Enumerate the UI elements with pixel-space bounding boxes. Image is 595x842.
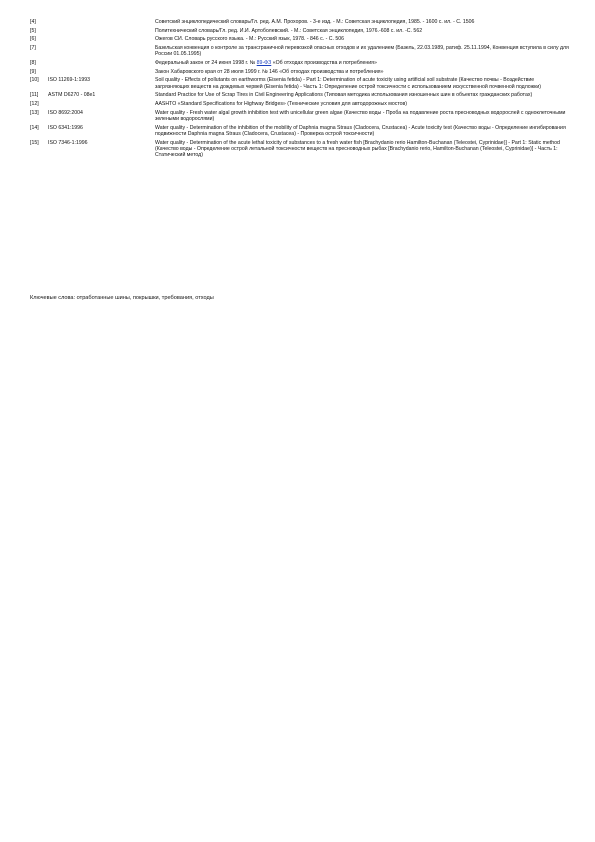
entry-text: Water quality - Determination of the inhibition of the mobility of Daphnia magna Straus (Cladocera, Crustacea) - Acute toxicity test (Качество воды - Определение ингибирования подвижности Daphnia magna Straus (Cladocera, Crustacea) - Проверка острой токсичности): [155, 124, 566, 138]
entry-number: [4]: [30, 19, 36, 25]
entry-number: [6]: [30, 36, 36, 43]
entry-document-designation: [48, 101, 155, 110]
entry-number: [5]: [30, 27, 36, 34]
entry-text: Базельская конвенция о контроле за трансграничной перевозкой опасных отходов и их удалением (Базель, 22.03.1989, ратиф. 25.11.1994, Конвенция вступила в силу для России 01.05.1995): [155, 45, 569, 58]
entry-document-designation: [48, 60, 155, 69]
entry-text-after-link: «Об отходах производства и потребления»: [271, 60, 377, 67]
bibliography-entry: [30, 101, 570, 110]
bibliography-entry: [30, 140, 570, 161]
entry-text: Советский энциклопедический словарь/Гл. ред. А.М. Прохоров. - 3-е изд. - М.: Советская энциклопедия, 1985. - 1600 с. ил. - С. 1506: [155, 19, 475, 25]
entry-text: Ожегов СИ. Словарь русского языка. - М.: Русский язык, 1978. - 846 с. - С. 506: [155, 36, 345, 43]
entry-number: [11]: [30, 92, 39, 99]
entry-number: [13]: [30, 109, 39, 116]
entry-number: [7]: [30, 45, 36, 52]
entry-document-designation: [48, 28, 155, 37]
bibliography-entry: [30, 19, 570, 28]
bibliography-entry: [30, 36, 570, 45]
entry-number: [10]: [30, 77, 39, 84]
entry-text: Политехнический словарь/Гл. ред. И.И. Артоболевский. - М.: Советская энциклопедия, 1976.-608 с. ил. -С. 562: [155, 27, 423, 34]
entry-text: [155, 60, 570, 69]
entry-text: Soil quality - Effects of pollutants on earthworms (Eisenia fetida) - Part 1: Determination of acute toxicity using artificial soil substrate (Качество почвы - Воздействие загрязняющих веществ на дождевых червей (Eisenia fetida) - Часть 1: Определение острой токсичности с использованием искусственной почвенной подложки): [155, 77, 541, 90]
entry-number: [9]: [30, 68, 36, 75]
entry-document-designation: [48, 36, 155, 45]
law-link[interactable]: 89-ФЗ: [256, 60, 272, 67]
bibliography-entry: [30, 125, 570, 140]
bibliography-list: [30, 19, 570, 161]
entry-document-designation: ISO 7346-1:1996: [48, 139, 88, 146]
entry-document-designation: ISO 8692:2004: [48, 109, 83, 116]
entry-document-designation: ISO 6341:1996: [48, 124, 83, 131]
bibliography-entry: [30, 92, 570, 101]
bibliography-table: [30, 19, 570, 161]
entry-text: Закон Хабаровского края от 28 июля 1999 г. № 146 «Об отходах производства и потребления»: [155, 68, 384, 75]
entry-number: [14]: [30, 124, 39, 131]
entry-text: Water quality - Fresh water algal growth inhibition test with unicellular green algae (Качество воды - Проба на подавление роста пресноводных водорослей с одноклеточными зелеными водорослями): [155, 109, 566, 123]
entry-document-designation: ISO 11269-1:1993: [48, 77, 91, 84]
bibliography-entry: [30, 110, 570, 125]
keywords-line: Ключевые слова: отработанные шины, покрышки, требования, отходы: [30, 295, 214, 301]
entry-number: [12]: [30, 101, 39, 108]
bibliography-entry: [30, 45, 570, 60]
entry-document-designation: ASTM D6270 - 08e1: [48, 92, 96, 99]
entry-document-designation: [48, 69, 155, 78]
entry-document-designation: [48, 45, 155, 60]
bibliography-entry: [30, 77, 570, 92]
entry-text: Water quality - Determination of the acute lethal toxicity of substances to a fresh water fish [Brachydanio rerio Hamilton-Buchanan (Teleostei, Cyprinidae)] - Part 1: Static method (Качество воды - Определение острой летальной токсичности веществ на пресноводных рыбах [Brachydanio rerio, Hamilton-Buchanan (Teleostei, Cyprinidae)] - Часть 1: Статический метод): [155, 139, 560, 159]
entry-text: Standard Practice for Use of Scrap Tires in Civil Engineering Applications (Типовая методика использования изношенных шин в объектах гражданских работах): [155, 92, 533, 99]
bibliography-entry: [30, 60, 570, 69]
entry-document-designation: [48, 19, 155, 28]
entry-number: [15]: [30, 139, 39, 146]
entry-text: AASHTO «Standard Specifications for Highway Bridges» (Технические условия для автодорожных мостов): [155, 101, 408, 108]
entry-text-before-link: Федеральный закон от 24 июня 1998 г. №: [155, 60, 257, 67]
entry-number: [8]: [30, 60, 36, 67]
